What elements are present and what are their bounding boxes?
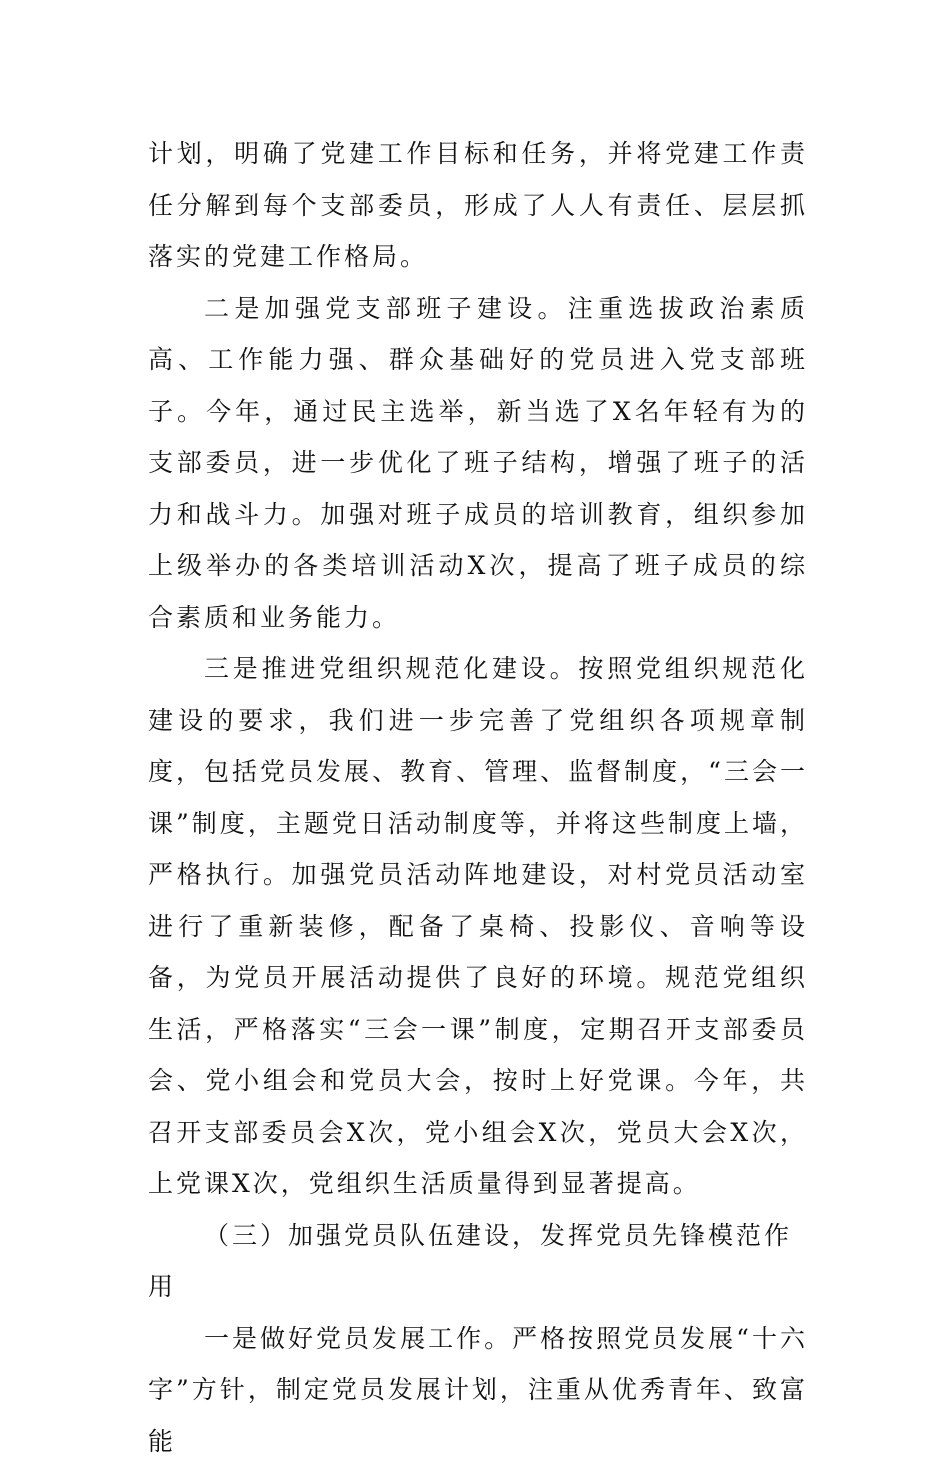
- paragraph-continuation: 计划，明确了党建工作目标和任务，并将党建工作责任分解到每个支部委员，形成了人人有责任、层层抓落实的党建工作格局。: [148, 128, 808, 283]
- paragraph-member-development: 一是做好党员发展工作。严格按照党员发展“十六字”方针，制定党员发展计划，注重从优秀青年、致富能: [148, 1313, 808, 1467]
- paragraph-standardization: 三是推进党组织规范化建设。按照党组织规范化建设的要求，我们进一步完善了党组织各项规章制度，包括党员发展、教育、管理、监督制度，“三会一课”制度，主题党日活动制度等，并将这些制度上墙，严格执行。加强党员活动阵地建设，对村党员活动室进行了重新装修，配备了桌椅、投影仪、音响等设备，为党员开展活动提供了良好的环境。规范党组织生活，严格落实“三会一课”制度，定期召开支部委员会、党小组会和党员大会，按时上好党课。今年，共召开支部委员会X次，党小组会X次，党员大会X次，上党课X次，党组织生活质量得到显著提高。: [148, 643, 808, 1210]
- document-body: [148, 128, 808, 1467]
- section-heading: （三）加强党员队伍建设，发挥党员先锋模范作用: [148, 1210, 808, 1313]
- paragraph-team-building: 二是加强党支部班子建设。注重选拔政治素质高、工作能力强、群众基础好的党员进入党支部班子。今年，通过民主选举，新当选了X名年轻有为的支部委员，进一步优化了班子结构，增强了班子的活力和战斗力。加强对班子成员的培训教育，组织参加上级举办的各类培训活动X次，提高了班子成员的综合素质和业务能力。: [148, 283, 808, 644]
